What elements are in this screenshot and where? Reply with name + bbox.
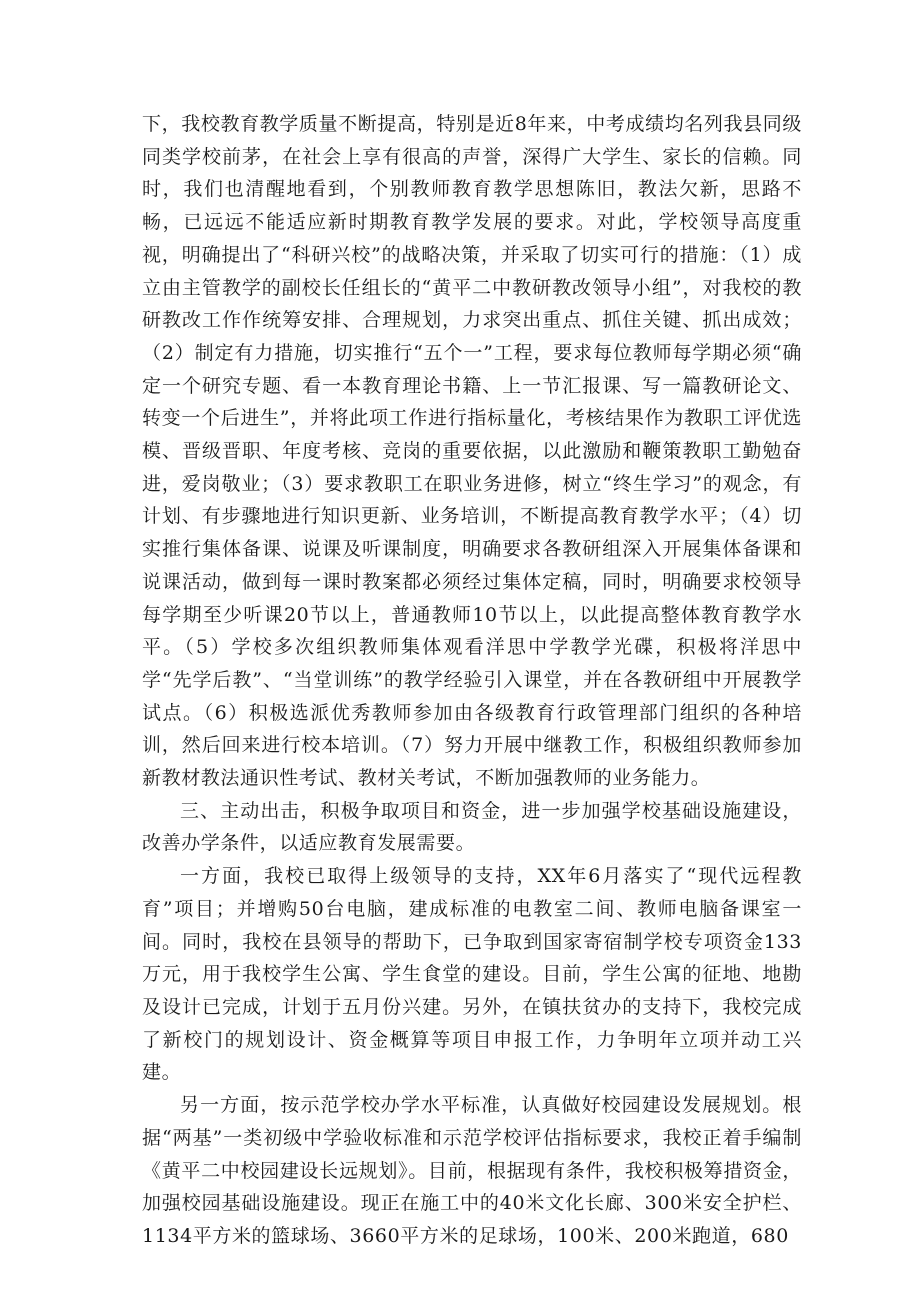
paragraph-one-hand: 一方面，我校已取得上级领导的支持，XX年6月落实了“现代远程教育”项目；并增购50台电脑，建成标准的电教室二间、教师电脑备课室一间。同时，我校在县领导的帮助下，已争取到国家寄宿制学校专项资金133万元，用于我校学生公寓、学生食堂的建设。目前，学生公寓的征地、地勘及设计已完成，计划于五月份兴建。另外，在镇扶贫办的支持下，我校完成了新校门的规划设计、资金概算等项目申报工作，力争明年立项并动工兴建。 xyxy=(142,865,802,1084)
document-body xyxy=(142,108,802,1253)
paragraph-other-hand: 另一方面，按示范学校办学水平标准，认真做好校园建设发展规划。根据“两基”一类初级中学验收标准和示范学校评估指标要求，我校正着手编制《黄平二中校园建设长远规划》。目前，根据现有条件，我校积极筹措资金，加强校园基础设施建设。现正在施工中的40米文化长廊、300米安全护栏、1134平方米的篮球场、3660平方米的足球场，100米、200米跑道，680 xyxy=(142,1094,802,1247)
section-heading-3: 三、主动出击，积极争取项目和资金，进一步加强学校基础设施建设，改善办学条件，以适应教育发展需要。 xyxy=(142,799,802,855)
paragraph-measures: 下，我校教育教学质量不断提高，特别是近8年来，中考成绩均名列我县同级同类学校前茅，在社会上享有很高的声誉，深得广大学生、家长的信赖。同时，我们也清醒地看到，个别教师教育教学思想陈旧，教法欠新，思路不畅，已远远不能适应新时期教育教学发展的要求。对此，学校领导高度重视，明确提出了“科研兴校”的战略决策，并采取了切实可行的措施：（1）成立由主管教学的副校长任组长的“黄平二中教研教改领导小组”，对我校的教研教改工作作统筹安排、合理规划，力求突出重点、抓住关键、抓出成效；（2）制定有力措施，切实推行“五个一”工程，要求每位教师每学期必须“确定一个研究专题、看一本教育理论书籍、上一节汇报课、写一篇教研论文、转变一个后进生”，并将此项工作进行指标量化，考核结果作为教职工评优选模、晋级晋职、年度考核、竞岗的重要依据，以此激励和鞭策教职工勤勉奋进，爱岗敬业；（3）要求教职工在职业务进修，树立“终生学习”的观念，有计划、有步骤地进行知识更新、业务培训，不断提高教育教学水平；（4）切实推行集体备课、说课及听课制度，明确要求各教研组深入开展集体备课和说课活动，做到每一课时教案都必须经过集体定稿，同时，明确要求校领导每学期至少听课20节以上，普通教师10节以上，以此提高整体教育教学水平。（5）学校多次组织教师集体观看洋思中学教学光碟，积极将洋思中学“先学后教”、“当堂训练”的教学经验引入课堂，并在各教研组中开展教学试点。（6）积极选派优秀教师参加由各级教育行政管理部门组织的各种培训，然后回来进行校本培训。（7）努力开展中继教工作，积极组织教师参加新教材教法通识性考试、教材关考试，不断加强教师的业务能力。 xyxy=(142,113,802,790)
